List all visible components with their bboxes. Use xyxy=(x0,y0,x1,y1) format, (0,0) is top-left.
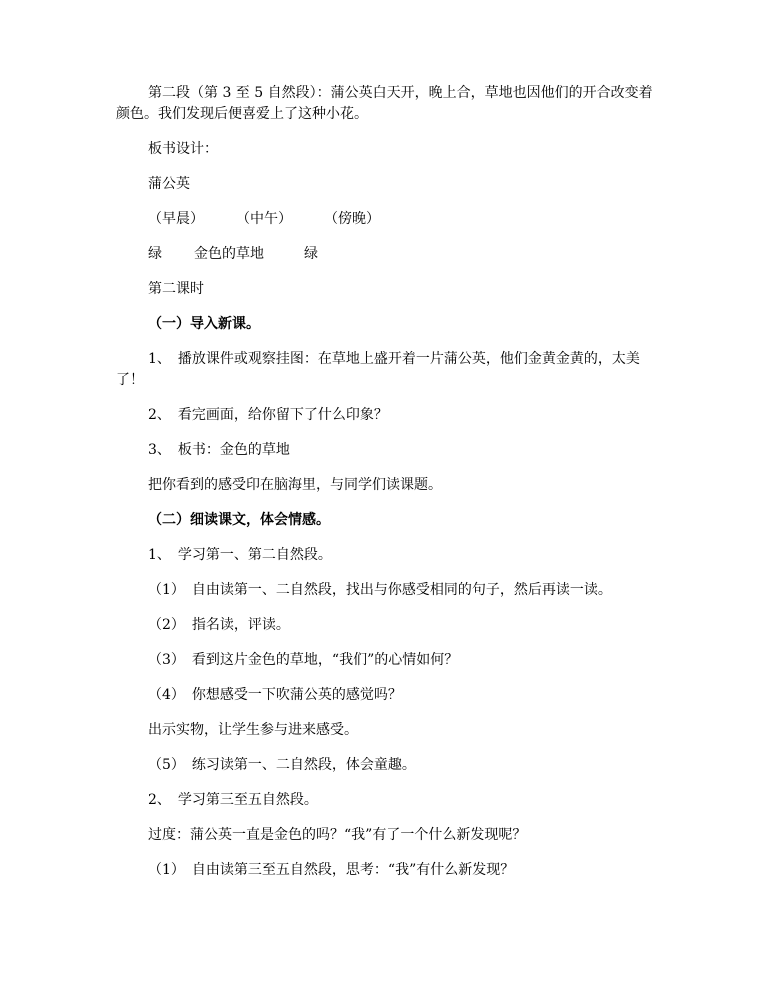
reading-item-2: （1） 自由读第一、二自然段，找出与你感受相同的句子，然后再读一读。 xyxy=(148,582,612,598)
reading-item-5: （4） 你想感受一下吹蒲公英的感觉吗？ xyxy=(148,687,402,703)
reading-item-8: 2、 学习第三至五自然段。 xyxy=(148,792,318,808)
section-reading-heading: （二）细读课文，体会情感。 xyxy=(148,512,330,528)
reading-item-1: 1、 学习第一、第二自然段。 xyxy=(148,547,332,563)
intro-item-3: 3、 板书：金色的草地 xyxy=(148,442,290,458)
document-page xyxy=(116,83,656,895)
reading-item-9: 过度：蒲公英一直是金色的吗？“我”有了一个什么新发现呢？ xyxy=(148,827,527,843)
board-title: 蒲公英 xyxy=(148,176,190,192)
board-row-colors xyxy=(148,244,656,265)
board-color-morning: 绿 xyxy=(148,246,162,262)
reading-item-4: （3） 看到这片金色的草地，“我们”的心情如何？ xyxy=(148,652,459,668)
section-intro-heading: （一）导入新课。 xyxy=(148,316,260,332)
lesson-title: 第二课时 xyxy=(148,281,204,297)
reading-item-6: 出示实物，让学生参与进来感受。 xyxy=(148,722,358,738)
board-design-heading: 板书设计： xyxy=(148,141,218,157)
intro-item-1: 1、 播放课件或观察挂图：在草地上盛开着一片蒲公英，他们金黄金黄的，太美了！ xyxy=(116,351,640,388)
paragraph-second-section: 第二段（第 3 至 5 自然段）：蒲公英白天开，晚上合，草地也因他们的开合改变着颜色。我们发现后便喜爱上了这种小花。 xyxy=(116,85,653,122)
board-time-noon: （中午） xyxy=(236,211,292,227)
reading-item-3: （2） 指名读，评读。 xyxy=(148,617,290,633)
intro-item-4: 把你看到的感受印在脑海里，与同学们读课题。 xyxy=(148,477,442,493)
board-time-morning: （早晨） xyxy=(148,211,204,227)
board-color-noon: 金色的草地 xyxy=(194,246,264,262)
intro-item-2: 2、 看完画面，给你留下了什么印象？ xyxy=(148,407,388,423)
board-color-evening: 绿 xyxy=(304,246,318,262)
reading-item-10: （1） 自由读第三至五自然段，思考：“我”有什么新发现？ xyxy=(148,862,515,878)
reading-item-7: （5） 练习读第一、二自然段，体会童趣。 xyxy=(148,757,416,773)
board-row-times xyxy=(148,209,656,230)
board-time-evening: （傍晚） xyxy=(324,211,380,227)
